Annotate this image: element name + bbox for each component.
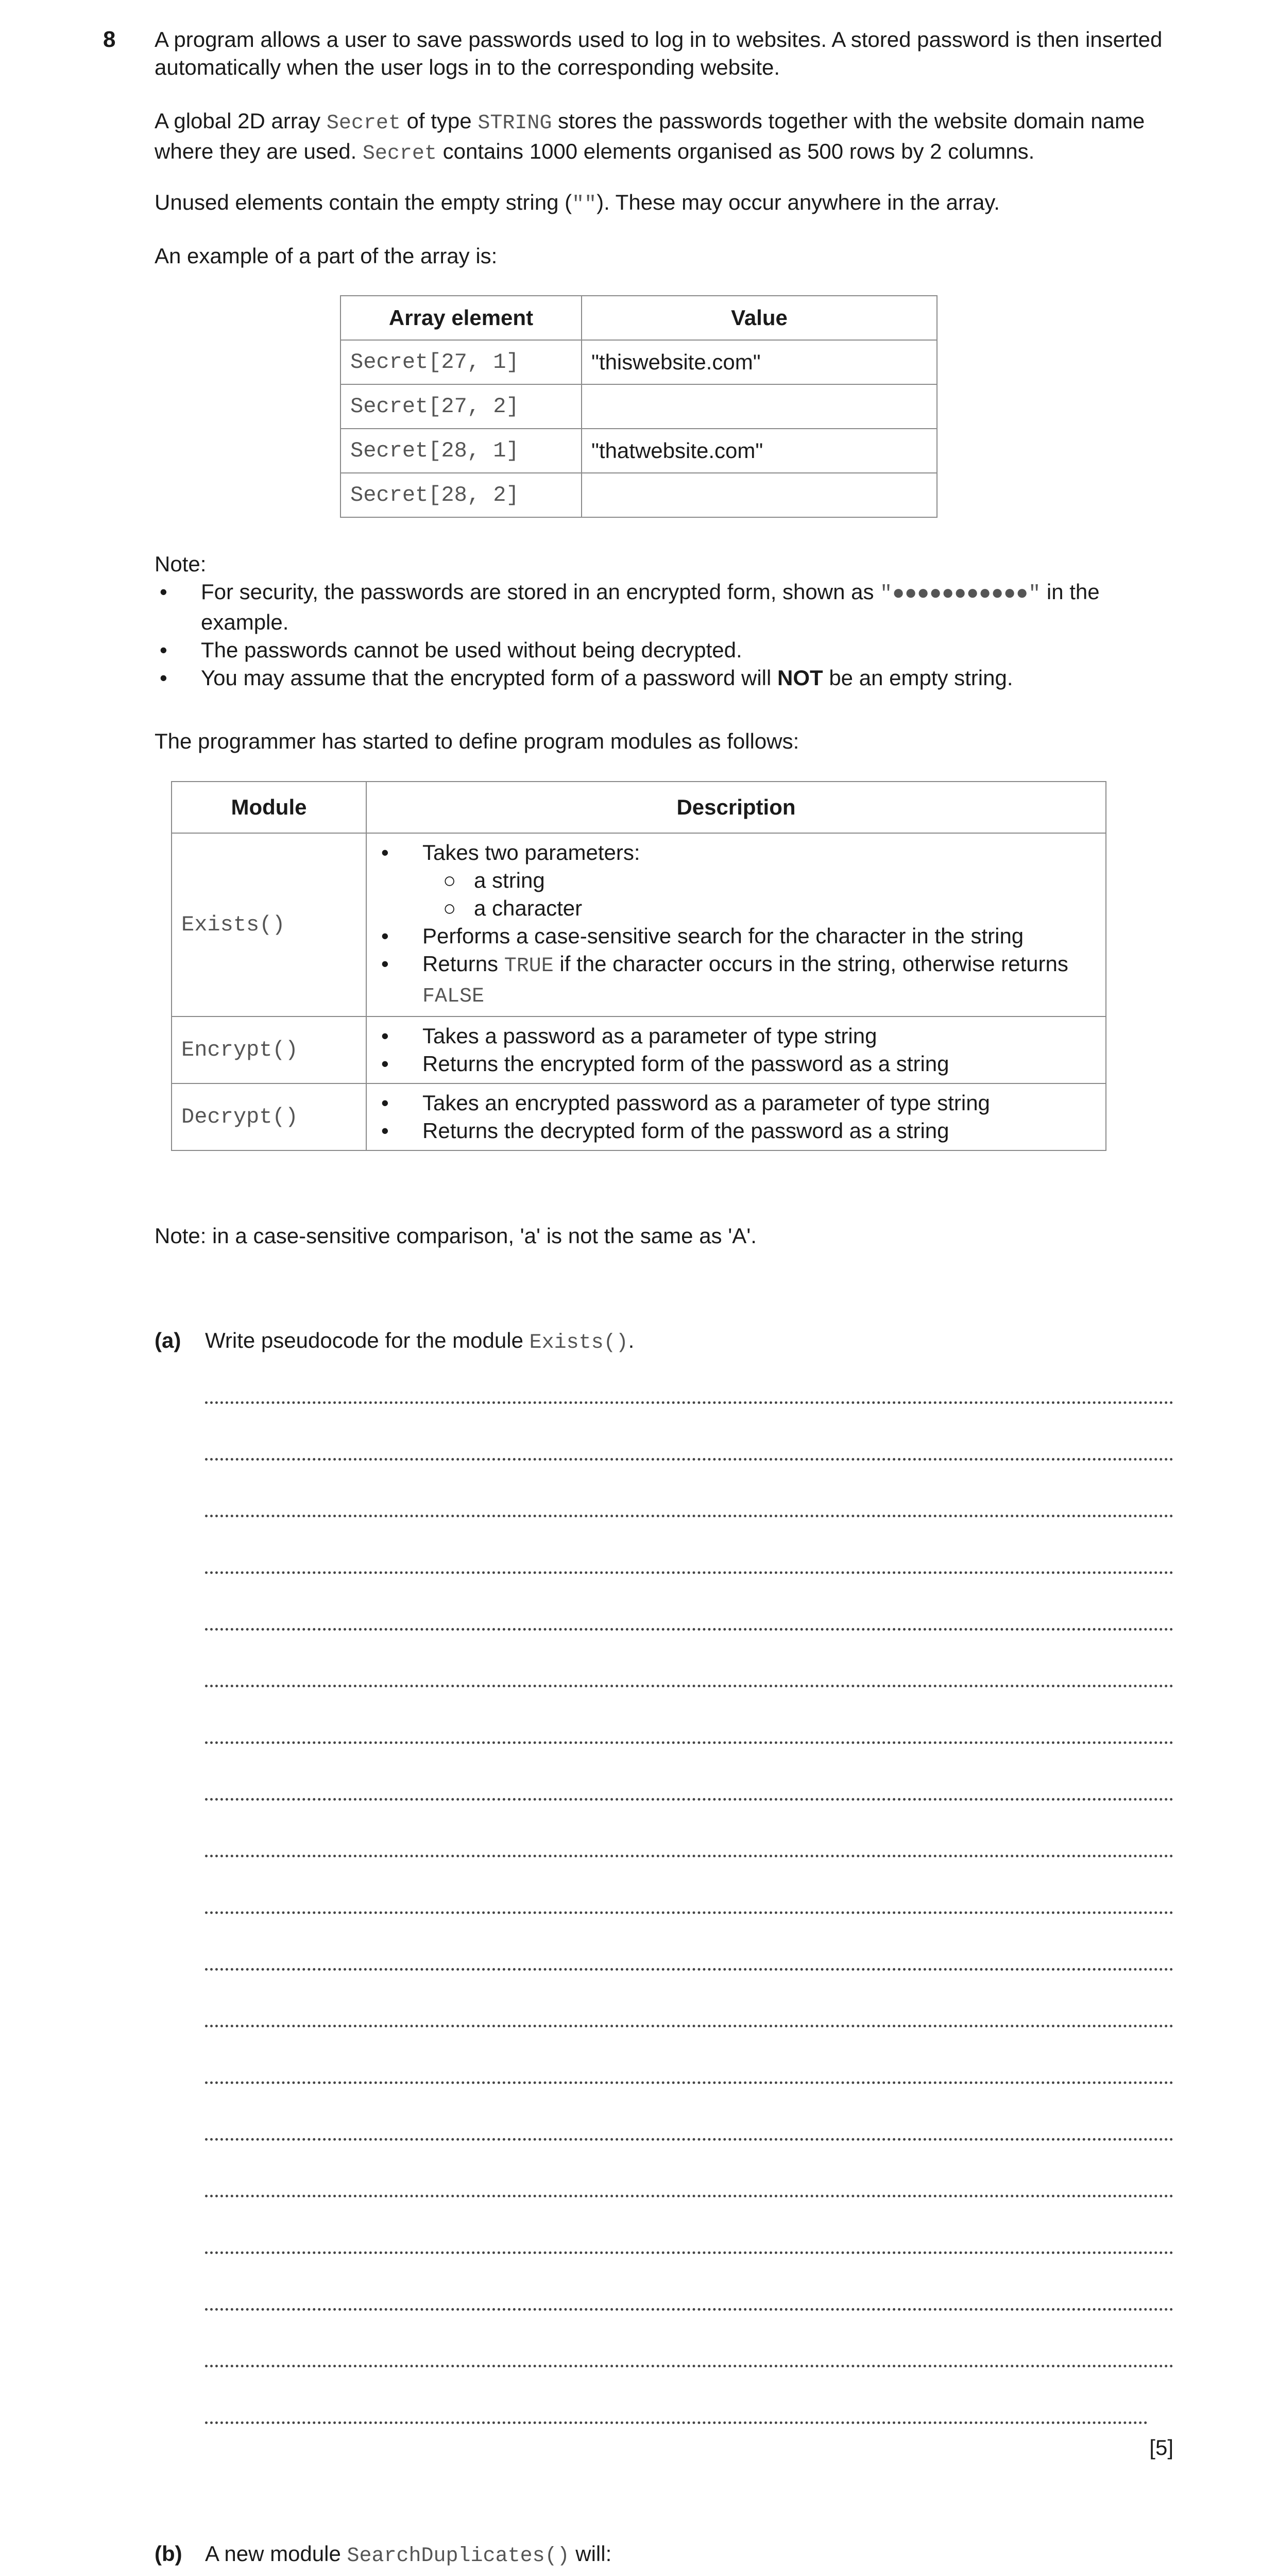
description-bullet: [376, 1050, 1096, 1078]
answer-line[interactable]: [205, 1628, 1173, 1631]
answer-line[interactable]: [205, 1741, 1173, 1744]
text-segment: if the character occurs in the string, otherwise returns: [553, 952, 1068, 976]
description-subbullet: [376, 867, 1096, 894]
text-segment: Returns: [422, 952, 504, 976]
code-secret: Secret: [326, 112, 401, 135]
description-bullet: [376, 839, 1096, 867]
answer-line[interactable]: [205, 1515, 1173, 1517]
description-subbullet: [376, 894, 1096, 922]
array-element-cell: Secret[27, 2]: [340, 384, 582, 429]
note-bullet: [155, 578, 1174, 636]
answer-line[interactable]: [205, 1798, 1173, 1801]
text-segment: The passwords cannot be used without being decrypted.: [201, 638, 742, 662]
table-row: [172, 833, 1106, 1016]
text-segment: You may assume that the encrypted form of a password will: [201, 666, 777, 690]
column-header: Value: [582, 296, 937, 340]
column-header: Array element: [340, 296, 582, 340]
circle-bullet-icon: ○: [443, 896, 456, 920]
table-row: [340, 340, 937, 384]
bullet-icon: •: [160, 580, 167, 604]
text-segment: .: [628, 1328, 635, 1352]
text-segment: will:: [569, 2541, 612, 2566]
module-name-decrypt: Decrypt(): [172, 1083, 366, 1150]
text-segment: A global 2D array: [155, 109, 327, 133]
intro-paragraph-1: A program allows a user to save passwords used to log in to websites. A stored password is then inserted automatically when the user logs in to the corresponding website.: [155, 27, 1163, 79]
table-row: [340, 429, 937, 473]
text-segment: Unused elements contain the empty string (: [155, 190, 572, 214]
text-segment: a string: [474, 868, 545, 892]
column-header: Description: [366, 782, 1106, 833]
emphasis-not: NOT: [777, 666, 823, 690]
answer-line[interactable]: [205, 2195, 1173, 2197]
answer-line[interactable]: [205, 1571, 1173, 1574]
code-secret: Secret: [362, 142, 437, 165]
description-bullet: [376, 1022, 1096, 1050]
answer-line[interactable]: [205, 2365, 1173, 2367]
part-b-content: [205, 2540, 1173, 2576]
text-segment: be an empty string.: [823, 666, 1013, 690]
note-heading: Note:: [155, 552, 207, 576]
modules-intro: The programmer has started to define program modules as follows:: [155, 729, 799, 753]
answer-line[interactable]: [205, 1968, 1173, 1971]
text-segment: ). These may occur anywhere in the array.: [597, 190, 1000, 214]
bullet-icon: •: [381, 924, 389, 948]
array-value-cell: "thiswebsite.com": [582, 340, 937, 384]
module-name-exists: Exists(): [172, 833, 366, 1016]
bullet-icon: •: [381, 952, 389, 976]
description-bullet: [376, 1089, 1096, 1117]
text-segment: a character: [474, 896, 583, 920]
answer-line[interactable]: [205, 2421, 1148, 2424]
part-b-intro: [205, 2540, 1173, 2570]
answer-line[interactable]: [205, 1685, 1173, 1687]
part-a-label: (a): [155, 1328, 181, 1352]
array-value-cell: "thatwebsite.com": [582, 429, 937, 473]
case-sensitive-note: Note: in a case-sensitive comparison, 'a' is not the same as 'A'.: [155, 1224, 757, 1248]
table-header-row: [172, 782, 1106, 833]
answer-line[interactable]: [205, 1458, 1173, 1461]
table-row: [340, 384, 937, 429]
code-false: FALSE: [422, 985, 485, 1008]
array-example-table: [340, 295, 938, 518]
array-element-cell: Secret[27, 1]: [340, 340, 582, 384]
question-number: 8: [103, 27, 116, 52]
table-row: [172, 1083, 1106, 1150]
module-table: [171, 781, 1106, 1151]
circle-bullet-icon: ○: [443, 868, 456, 892]
table-row: [340, 473, 937, 517]
answer-line[interactable]: [205, 2025, 1173, 2027]
text-segment: in the example.: [201, 580, 1100, 634]
bullet-icon: •: [160, 638, 167, 662]
answer-line[interactable]: [205, 2081, 1173, 2084]
text-segment: of type: [400, 109, 478, 133]
array-element-cell: Secret[28, 1]: [340, 429, 582, 473]
module-description: [366, 1083, 1106, 1150]
module-description: [366, 833, 1106, 1016]
text-segment: Takes an encrypted password as a parameter of type string: [422, 1091, 990, 1115]
answer-line[interactable]: [205, 1855, 1173, 1857]
array-value-cell: [582, 473, 937, 517]
bullet-icon: •: [160, 666, 167, 690]
code-searchduplicates: SearchDuplicates(): [347, 2545, 570, 2568]
text-segment: For security, the passwords are stored in an encrypted form, shown as: [201, 580, 880, 604]
bullet-icon: •: [381, 840, 389, 865]
part-a-marks: [5]: [1149, 2435, 1173, 2460]
note-bullet: [155, 636, 1174, 664]
array-element-cell: Secret[28, 2]: [340, 473, 582, 517]
module-description: [366, 1016, 1106, 1083]
answer-line[interactable]: [205, 1401, 1173, 1404]
code-true: TRUE: [504, 955, 554, 978]
bullet-icon: •: [381, 1091, 389, 1115]
answer-line[interactable]: [205, 2138, 1173, 2141]
intro-paragraph-3: [155, 189, 1174, 219]
code-string-type: STRING: [478, 112, 552, 135]
answer-line[interactable]: [205, 1911, 1173, 1914]
description-bullet: [376, 950, 1096, 1011]
module-name-encrypt: Encrypt(): [172, 1016, 366, 1083]
part-a-question: [205, 1327, 1173, 1357]
part-b-label: (b): [155, 2541, 182, 2566]
text-segment: Takes a password as a parameter of type string: [422, 1024, 877, 1048]
text-segment: Performs a case-sensitive search for the character in the string: [422, 924, 1024, 948]
code-encrypted-example: "●●●●●●●●●●●": [880, 583, 1041, 606]
bullet-icon: •: [381, 1024, 389, 1048]
text-segment: Write pseudocode for the module: [205, 1328, 530, 1352]
code-empty-string: "": [572, 193, 597, 216]
code-exists: Exists(): [529, 1331, 628, 1354]
note-block: [155, 550, 1174, 692]
intro-paragraph-4: An example of a part of the array is:: [155, 244, 498, 268]
text-segment: stores the passwords together with the website domain name where they are used.: [155, 109, 1145, 163]
table-row: [172, 1016, 1106, 1083]
description-bullet: [376, 922, 1096, 950]
array-value-cell: [582, 384, 937, 429]
text-segment: A new module: [205, 2541, 347, 2566]
table-header-row: [340, 296, 937, 340]
column-header: Module: [172, 782, 366, 833]
bullet-icon: •: [381, 1052, 389, 1076]
note-bullet: [155, 664, 1174, 692]
description-bullet: [376, 1117, 1096, 1145]
intro-paragraph-2: [155, 107, 1174, 168]
answer-line[interactable]: [205, 2251, 1173, 2254]
text-segment: Returns the decrypted form of the password as a string: [422, 1118, 949, 1143]
text-segment: Takes two parameters:: [422, 840, 640, 865]
bullet-icon: •: [381, 1118, 389, 1143]
text-segment: Returns the encrypted form of the password as a string: [422, 1052, 949, 1076]
answer-line[interactable]: [205, 2308, 1173, 2311]
text-segment: contains 1000 elements organised as 500 rows by 2 columns.: [436, 139, 1035, 163]
